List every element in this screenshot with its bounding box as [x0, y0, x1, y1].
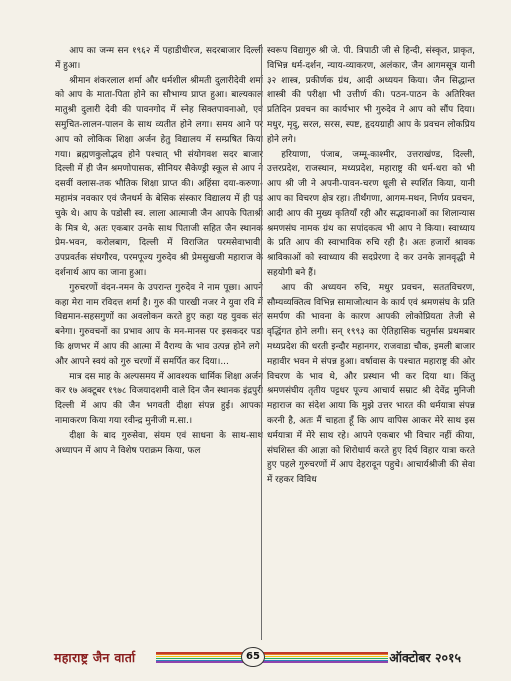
footer — [28, 647, 483, 669]
footer-stripes — [156, 652, 388, 663]
left-paragraph: श्रीमान शंकरलाल शर्मा और धर्मशील श्रीमती दुलारीदेवी शर्मा को आप के माता-पिता होने का सौभाग्य प्राप्त हुआ। बाल्यकाल मातुश्री दुलारी देवी की पावनगोद में स्नेह सिक्तपावनाओ, एवं समुचित-लालन-पालन के साथ व्यतीत होने लगा। समय आने पर आप को लोकिक शिक्षा अर्जन हेतु विद्यालय में सम्प्रषित किया गया। ब्रह्मणकुलोद्भव होने पश्चात् भी संयोगवश सदर बाजार दिल्ली में ही जैन श्रमणोपासक, सीनियर सैकेण्ड्री स्कूल से आप ने दसवीं क्लास-तक भौतिक शिक्षा प्राप्त की। अहिंसा दया-करुणा-महामंत्र नवकार एवं जैनधर्म के बेसिक संस्कार विद्यालय में ही पड चुके थे। आप के पडोसी स्व. लाला आत्माजी जैन आपके पिताश्री के मित्र थे, अतः एकबार उनके साथ पिताजी सहित जैन स्थानक प्रेम-भवन, करोलबाग, दिल्ली में विराजित परमसेवाभावी, उपप्रवर्तक संघगौरव, परमपूज्य गुरुदेव श्री प्रेमसुखजी महाराज के दर्शनार्थ आप का जाना हुआ। — [55, 75, 263, 278]
footer-stripe — [156, 661, 388, 663]
left-paragraph: आप का जन्म सन १९६२ में पहाडीधीरज, सदरबाजार दिल्ली में हुआ। — [55, 46, 263, 71]
right-column — [267, 44, 475, 642]
right-paragraph: हरियाणा, पंजाब, जम्मू-काश्मीर, उत्तराखंण्ड, दिल्ली, उत्तरप्रदेश, राजस्थान, मध्यप्रदेश, महाराष्ट्र की धर्म-धरा को भी आप श्री जी ने अपनी-पावन-चरण धूली से स्पर्शित किया, यानी आप का विचरण क्षेत्र रहा। तीर्थंगणा, आगम-मथन, निर्णय प्रवचन, आदी आप की मुख्य कृतियाँ रही और सद्भावनाओं का शिलान्यास श्रमणसंघ नामक ग्रंथ का सपांदकत्व भी आप ने किया। स्वाध्याय के प्रति आप की स्वाभाविक रुचि रही है। अतः हजारों श्रावक श्राविकाओं को स्वाध्याय की सदप्रेरणा दे कर उनके ज्ञानवृद्धी मे सहयोगी बने हैं। — [267, 149, 475, 278]
left-paragraph: मात्र दस माह के अल्पसमय में आवश्यक धार्मिक शिक्षा अर्जन कर १७ अक्टूबर १९७८ विजयादशमी वाले दिन जैन स्थानक इंद्रपुरी दिल्ली में आप की जैन भगवती दीक्षा संपन्न हुई। आपका नामाकरण किया गया रवीन्द्र मुनीजी म.सा.। — [55, 371, 263, 426]
column-divider — [261, 44, 262, 640]
page-number: 65 — [241, 647, 265, 667]
right-paragraph: आप की अध्ययन रुचि, मधुर प्रवचन, सततविचरण, सौम्यव्यक्तित्व विभिन्न सामाजोत्थान के कार्य एवं श्रमणसंघ के प्रति समर्पण की भावना के कारण आपकी लोकोप्रियता तेजी से वृद्धिंगत होने लगी। सन् १९९३ का ऐतिहासिक चतुर्मास प्रथमबार मध्यप्रदेश की धरती इन्दौर महानगर, राजवाडा चौक, इमली बाजार महावीर भवन मे संपन्न हुआ। वर्षावास के पश्चात महाराष्ट्र की ओर विचरण के भाव थे, और प्रस्थान भी कर दिया था। किंतु श्रमणसंघीय तृतीय पट्टधर पूज्य आचार्य सम्राट श्री देवेंद्र मुनिजी महाराज का संदेश आया कि मुझे उत्तर भारत की धर्मयात्रा संपन्न करनी है, अतः मैं चाहता हूँ कि आप वापिस आकर मेरे साथ इस धर्मयात्रा में मेरे साथ रहे। आपने एकबार भी विचार नहीं कीया, संघशिस्त की आज्ञा को शिरोधार्य करते हुए दिर्घ विहार यात्रा करते हुए पहले गुरुचरणों में आप देहरादून पहुचे। आचार्यश्रीजी की सेवा में रहकर विविध — [267, 282, 475, 486]
right-paragraph: स्वरूप विद्यागुरु श्री जे. पी. त्रिपाठी जी से हिन्दी, संस्कृत, प्राकृत, विभिन्न धर्म-दर्शन, न्याय-व्याकरण, अलंकार, जैन आगमसूत्र यानी ३२ शास्त्र, प्रकीर्णक ग्रंथ, आदी अध्ययन किया। जैन सिद्धान्त शास्त्री की परीक्षा भी उत्तीर्ण की। पठन-पाठन के अतिरिक्त प्रतिदिन प्रवचन का कार्यभार भी गुरुदेव ने आप को सौंप दिया। मधुर, मृदु, सरल, सरस, स्पष्ट, हृदयग्राही आप के प्रवचन लोकप्रिय होने लगे। — [267, 46, 475, 145]
left-column — [55, 44, 263, 642]
issue-date: ऑक्टोबर २०१५ — [389, 650, 461, 665]
left-paragraph: दीक्षा के बाद गुरुसेवा, संयम एवं साधना के साथ-साथ अध्यापन में आप ने विशेष पराक्रम किया, फल — [55, 430, 263, 456]
magazine-title: महाराष्ट्र जैन वार्ता — [54, 650, 136, 665]
left-paragraph: गुरुचरणों वंदन-नमन के उपरान्त गुरुदेव ने नाम पूछा। आपने कहा मेरा नाम रविदत्त शर्मा है। गुरु की पारखी नजर ने युवा रवि में विद्यमान-सहसगुणों का अवलोकन करते हुए कहा यह युवक संत बनेगा। गुरुवचनों का प्रभाव आप के मन-मानस पर इसकदर पडा कि क्षणभर में आप की आत्मा में वैराग्य के भाव उत्पन्न होने लगे। और आपने स्वयं को गुरु चरणों में समर्पित कर दिया।... — [55, 282, 263, 367]
